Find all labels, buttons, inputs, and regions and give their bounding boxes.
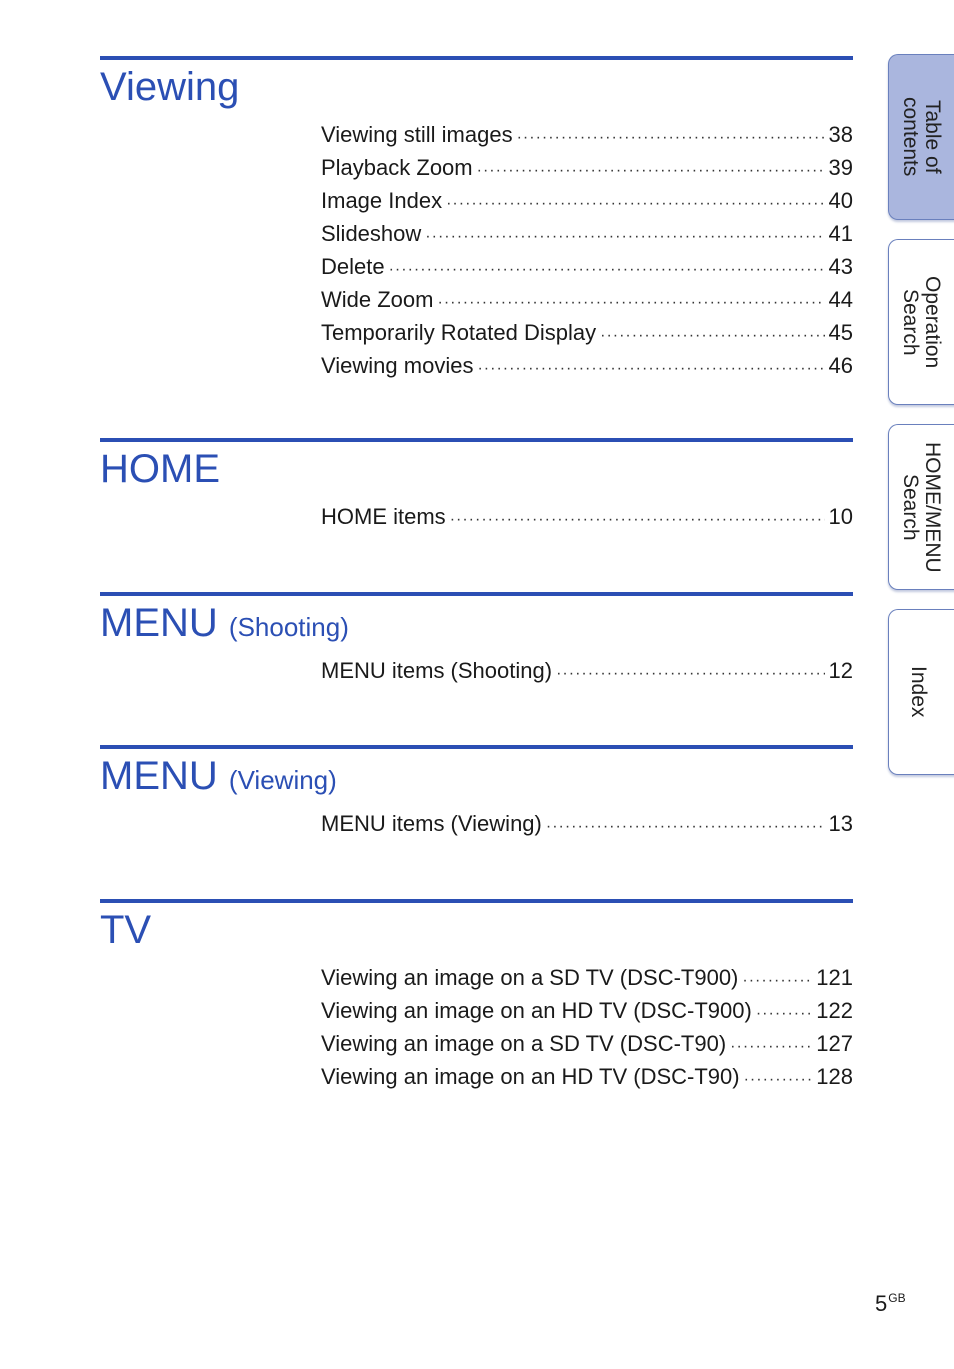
toc-entry-label: Temporarily Rotated Display — [321, 320, 597, 345]
toc-entry-label: HOME items — [321, 504, 446, 529]
toc-entry[interactable] — [321, 654, 853, 687]
toc-entry-page: 127 — [816, 1031, 853, 1056]
dot-leader — [477, 154, 825, 187]
heading-text: MENU — [100, 754, 218, 798]
section-heading — [100, 60, 853, 110]
heading-subtext: (Shooting) — [228, 612, 349, 642]
toc-entry-label: Image Index — [321, 188, 443, 213]
dot-leader — [517, 121, 825, 154]
dot-leader — [437, 286, 824, 319]
heading-subtext: (Viewing) — [228, 765, 337, 795]
heading-text: TV — [100, 908, 152, 952]
section-heading — [100, 596, 853, 650]
toc-list — [321, 500, 853, 533]
toc-entry-label: Wide Zoom — [321, 287, 434, 312]
dot-leader — [742, 964, 812, 997]
toc-entry-page: 121 — [816, 965, 853, 990]
toc-list — [321, 807, 853, 840]
toc-entry-label: Playback Zoom — [321, 155, 473, 180]
tab-label-line: HOME/MENU — [921, 441, 944, 573]
dot-leader — [600, 319, 824, 352]
toc-entry[interactable] — [321, 994, 853, 1027]
toc-entry-page: 46 — [828, 353, 853, 378]
section-menu-shooting — [100, 592, 853, 683]
toc-entry-page: 128 — [816, 1064, 853, 1089]
dot-leader — [556, 657, 824, 690]
dot-leader — [546, 810, 825, 843]
page-number-value: 5 — [875, 1291, 888, 1316]
toc-list — [321, 118, 853, 382]
dot-leader — [756, 997, 812, 1030]
toc-entry[interactable] — [321, 250, 853, 283]
toc-entry-page: 43 — [828, 254, 853, 279]
tab-home-menu-search[interactable] — [888, 424, 954, 590]
toc-entry-page: 38 — [828, 122, 853, 147]
toc-entry-label: Viewing an image on an HD TV (DSC-T900) — [321, 998, 752, 1023]
tab-label — [899, 442, 943, 573]
section-menu-viewing — [100, 745, 853, 836]
toc-list — [321, 961, 853, 1093]
section-viewing — [100, 56, 853, 378]
toc-entry[interactable] — [321, 184, 853, 217]
heading-text: HOME — [100, 447, 220, 491]
toc-entry-page: 12 — [828, 658, 853, 683]
toc-entry-label: Viewing an image on a SD TV (DSC-T900) — [321, 965, 739, 990]
dot-leader — [477, 352, 824, 385]
heading-text: Viewing — [100, 65, 240, 109]
heading-text: MENU — [100, 601, 218, 645]
toc-entry[interactable] — [321, 151, 853, 184]
toc-entry[interactable] — [321, 283, 853, 316]
dot-leader — [389, 253, 825, 286]
toc-entry[interactable] — [321, 217, 853, 250]
toc-entry-page: 41 — [828, 221, 853, 246]
tab-label-line: contents — [899, 97, 922, 177]
toc-entry-page: 13 — [828, 811, 853, 836]
toc-entry[interactable] — [321, 961, 853, 994]
tab-label-line: Search — [899, 288, 922, 356]
toc-entry-page: 39 — [828, 155, 853, 180]
tab-label — [907, 666, 929, 717]
toc-entry-label: Slideshow — [321, 221, 422, 246]
toc-entry[interactable] — [321, 1027, 853, 1060]
tab-operation-search[interactable] — [888, 239, 954, 405]
page-number — [875, 1291, 906, 1317]
toc-entry-label: MENU items (Shooting) — [321, 658, 553, 683]
toc-entry-label: Viewing movies — [321, 353, 474, 378]
toc-entry[interactable] — [321, 1060, 853, 1093]
toc-entry-label: Viewing still images — [321, 122, 513, 147]
toc-entry[interactable] — [321, 118, 853, 151]
dot-leader — [730, 1030, 812, 1063]
tab-label-line: Index — [907, 666, 930, 718]
toc-entry-page: 10 — [828, 504, 853, 529]
toc-entry-page: 45 — [828, 320, 853, 345]
tab-index[interactable] — [888, 609, 954, 775]
dot-leader — [744, 1063, 813, 1096]
tab-label-line: Table of — [921, 100, 944, 174]
tab-label-line: Search — [899, 473, 922, 541]
toc-entry[interactable] — [321, 807, 853, 840]
dot-leader — [450, 503, 825, 536]
toc-entry-label: Delete — [321, 254, 385, 279]
section-heading — [100, 903, 853, 953]
page-number-suffix: GB — [888, 1291, 906, 1305]
toc-entry-page: 40 — [828, 188, 853, 213]
tab-label-line: Operation — [921, 275, 944, 369]
tab-label — [899, 97, 943, 176]
dot-leader — [425, 220, 824, 253]
toc-entry[interactable] — [321, 316, 853, 349]
dot-leader — [446, 187, 824, 220]
toc-list — [321, 654, 853, 687]
tab-table-of-contents[interactable] — [888, 54, 954, 220]
toc-entry-page: 44 — [828, 287, 853, 312]
section-home — [100, 438, 853, 529]
toc-entry-label: Viewing an image on a SD TV (DSC-T90) — [321, 1031, 727, 1056]
section-heading — [100, 442, 853, 492]
tab-label — [899, 276, 943, 368]
toc-entry-label: MENU items (Viewing) — [321, 811, 542, 836]
toc-entry-page: 122 — [816, 998, 853, 1023]
toc-entry[interactable] — [321, 349, 853, 382]
section-tv — [100, 899, 853, 1089]
toc-entry[interactable] — [321, 500, 853, 533]
toc-entry-label: Viewing an image on an HD TV (DSC-T90) — [321, 1064, 740, 1089]
section-heading — [100, 749, 853, 803]
